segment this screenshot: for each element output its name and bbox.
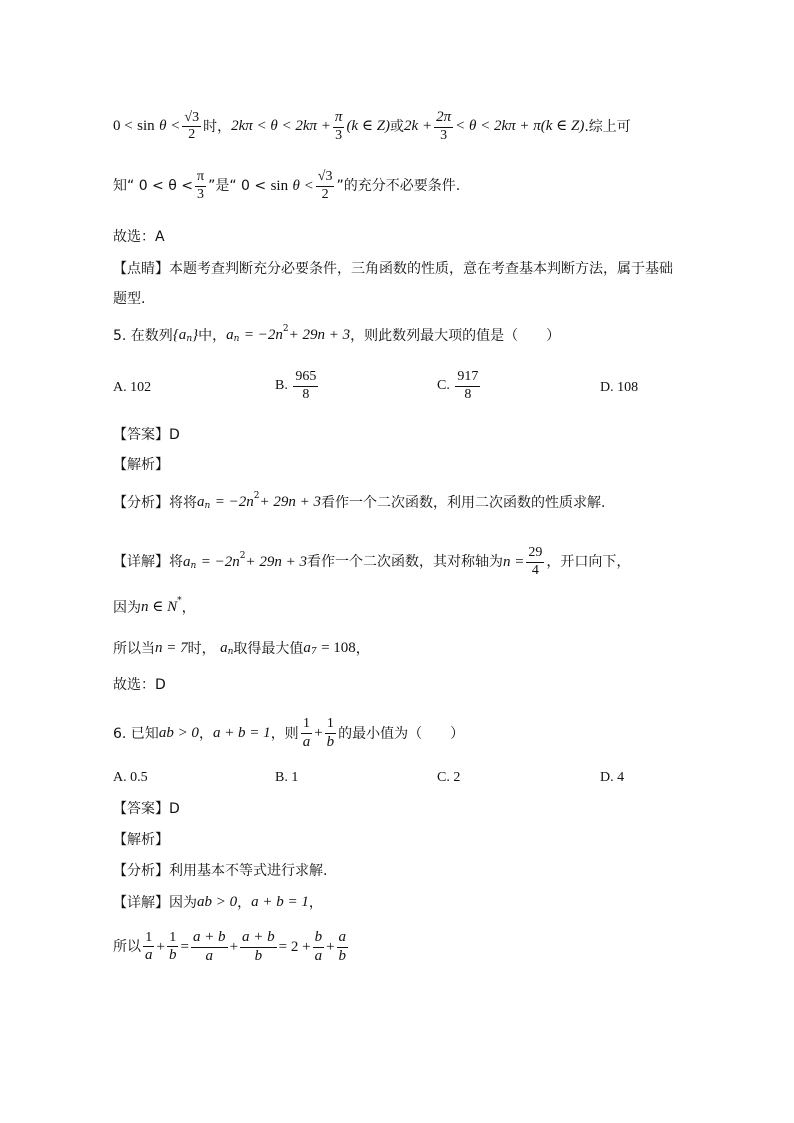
analysis-5: 【分析】将将 a n = −2n 2 + 29n + 3 看作一个二次函数，利用二次函数的性质求解. bbox=[113, 491, 606, 511]
option-a[interactable]: A. 102 bbox=[113, 380, 152, 395]
fraction-917-over-8: $\frac{917}{8}$ bbox=[457, 369, 479, 402]
fraction-1-over-a: $\frac{1}{a}$ bbox=[145, 929, 153, 964]
comment-line: 【点睛】本题考查判断充分必要条件，三角函数的性质，意在考查基本判断方法，属于基础 bbox=[113, 261, 673, 277]
text: ”的充分不必要条件. bbox=[336, 178, 461, 195]
fraction-1-over-b: $\frac{1}{b}$ bbox=[326, 716, 335, 750]
fraction-b-over-a: $\frac{b}{a}$ bbox=[314, 929, 323, 964]
text-line-2 bbox=[113, 170, 460, 202]
question-5: 5. 在数列 {a n } 中， a n = −2n 2 + 29n + 3 ，则此数列最大项的值是（ ） bbox=[113, 324, 561, 344]
text-line-so: 所以当 n = 7 时， a n 取得最大值 a 7 = 108 ， bbox=[113, 640, 370, 657]
text-line-3: 故选：A bbox=[113, 229, 165, 245]
option-a[interactable]: A. 0.5 bbox=[113, 770, 148, 785]
text-line-1 bbox=[113, 110, 631, 143]
math-text: (k ∈ Z) bbox=[540, 118, 585, 135]
select-line-5: 故选：D bbox=[113, 677, 166, 693]
math-text: 0 < bbox=[113, 118, 133, 135]
fraction-965-over-8: $\frac{965}{8}$ bbox=[295, 369, 317, 402]
text: ”是“ 0 < bbox=[208, 178, 267, 195]
question-6: 6. 已知 ab > 0 ， a + b = 1 ，则 $\frac{1}{a}$ + $\frac{1}{b}$ 的最小值为（ ） bbox=[113, 716, 465, 750]
option-d[interactable]: D. 4 bbox=[600, 770, 625, 785]
math-text: 2k + bbox=[404, 118, 433, 135]
fraction-a-over-b: $\frac{a}{b}$ bbox=[338, 929, 347, 964]
fraction-29-over-4: $\frac{29}{4}$ bbox=[528, 545, 543, 578]
math-text: < θ < 2kπ + π bbox=[455, 118, 541, 135]
option-b[interactable]: B. $\frac{965}{8}$ bbox=[275, 369, 317, 402]
text: 时， bbox=[203, 118, 232, 135]
text: 或 bbox=[390, 118, 405, 135]
option-c[interactable]: C. 2 bbox=[437, 770, 461, 785]
math-text: sin bbox=[270, 177, 289, 194]
text: 知“ 0 < θ < bbox=[113, 178, 193, 195]
detail-6: 【详解】因为 ab > 0 ， a + b = 1 ， bbox=[113, 894, 323, 911]
fraction-1-over-a: $\frac{1}{a}$ bbox=[302, 716, 311, 750]
fraction-apb-over-a: $\frac{a + b}{a}$ bbox=[192, 929, 226, 964]
answer-6: 【答案】D bbox=[113, 801, 180, 817]
option-c[interactable]: C. $\frac{917}{8}$ bbox=[437, 369, 479, 402]
fraction-sqrt3-over-2: $\frac{√3}{2}$ bbox=[184, 109, 200, 143]
option-d[interactable]: D. 108 bbox=[600, 380, 639, 395]
analysis-6: 【分析】利用基本不等式进行求解. bbox=[113, 863, 328, 879]
fraction-apb-over-b: $\frac{a + b}{b}$ bbox=[242, 929, 275, 964]
math-text: sin bbox=[137, 118, 155, 135]
math-text: (k ∈ Z) bbox=[346, 118, 391, 135]
math-text: θ < bbox=[159, 118, 181, 135]
analysis-5-heading: 【解析】 bbox=[113, 457, 169, 473]
text-line-5: 题型. bbox=[113, 291, 146, 307]
text-line-n: 因为 n ∈ N * ， bbox=[113, 596, 196, 616]
fraction-pi-over-3: $\frac{\pi}{3}$ bbox=[334, 109, 343, 143]
fraction-2pi-over-3: $\frac{2\pi}{3}$ bbox=[436, 109, 452, 143]
fraction-1-over-b: $\frac{1}{b}$ bbox=[168, 929, 177, 964]
answer-5: 【答案】D bbox=[113, 427, 180, 443]
detail-5: 【详解】将 a n = −2n 2 + 29n + 3 看作一个二次函数，其对称轴为 n = $\frac{29}{4}$ ，开口向下， bbox=[113, 545, 631, 578]
fraction-pi-over-3: $\frac{\pi}{3}$ bbox=[197, 169, 205, 202]
analysis-6-heading: 【解析】 bbox=[113, 832, 169, 848]
math-text: 2kπ < θ < 2kπ + bbox=[231, 118, 331, 135]
option-b[interactable]: B. 1 bbox=[275, 770, 299, 785]
text: .综上可 bbox=[584, 118, 631, 135]
text-line-so6: 所以 $\frac{1}{a}$ + $\frac{1}{b}$ = $\frac{a + b}{a}$ + $\frac{a + b}{b}$ = 2 + $\frac{b}{a}$ + $\frac{a}{b}$ bbox=[113, 929, 347, 964]
math-text: θ < bbox=[292, 177, 314, 194]
fraction-sqrt3-over-2: $\frac{√3}{2}$ bbox=[317, 169, 333, 202]
